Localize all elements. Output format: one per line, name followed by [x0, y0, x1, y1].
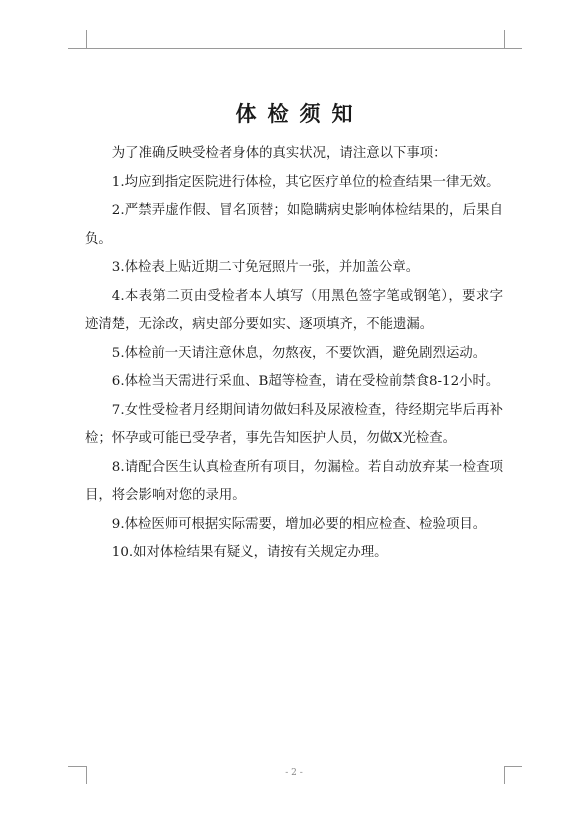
notice-item: 2.严禁弄虚作假、冒名顶替；如隐瞒病史影响体检结果的，后果自负。 [85, 203, 503, 247]
notice-item: 9.体检医师可根据实际需要，增加必要的相应检查、检验项目。 [111, 516, 487, 532]
notice-item: 7.女性受检者月经期间请勿做妇科及尿液检查，待经期完毕后再补检；怀孕或可能已受孕者，事先告知医护人员，勿做X光检查。 [85, 402, 503, 446]
crop-mark-bottom-right [504, 766, 522, 767]
notice-item: 5.体检前一天请注意休息，勿熬夜，不要饮酒，避免剧烈运动。 [111, 345, 487, 361]
crop-mark-bottom-left [68, 766, 86, 767]
document-body [85, 140, 503, 568]
page-number: - 2 - [285, 768, 303, 778]
notice-item: 4.本表第二页由受检者本人填写（用黑色签字笔或钢笔），要求字迹清楚，无涂改，病史部分要如实、逐项填齐，不能遗漏。 [85, 288, 503, 332]
intro-paragraph: 为了准确反映受检者身体的真实状况，请注意以下事项： [111, 146, 447, 161]
crop-mark-top-left [86, 30, 87, 48]
crop-mark-top-right [504, 48, 522, 49]
page-title: 体检须知 [235, 102, 364, 126]
notice-item: 6.体检当天需进行采血、B超等检查，请在受检前禁食8-12小时。 [111, 374, 500, 389]
notice-item: 1.均应到指定医院进行体检，其它医疗单位的检查结果一律无效。 [111, 174, 500, 190]
header-rule [86, 48, 504, 49]
notice-item: 10.如对体检结果有疑义，请按有关规定办理。 [111, 545, 388, 560]
crop-mark-top-right [504, 30, 505, 48]
crop-mark-top-left [68, 48, 86, 49]
notice-item: 8.请配合医生认真检查所有项目，勿漏检。若自动放弃某一检查项目，将会影响对您的录用。 [85, 459, 503, 503]
notice-item: 3.体检表上贴近期二寸免冠照片一张，并加盖公章。 [111, 260, 420, 275]
